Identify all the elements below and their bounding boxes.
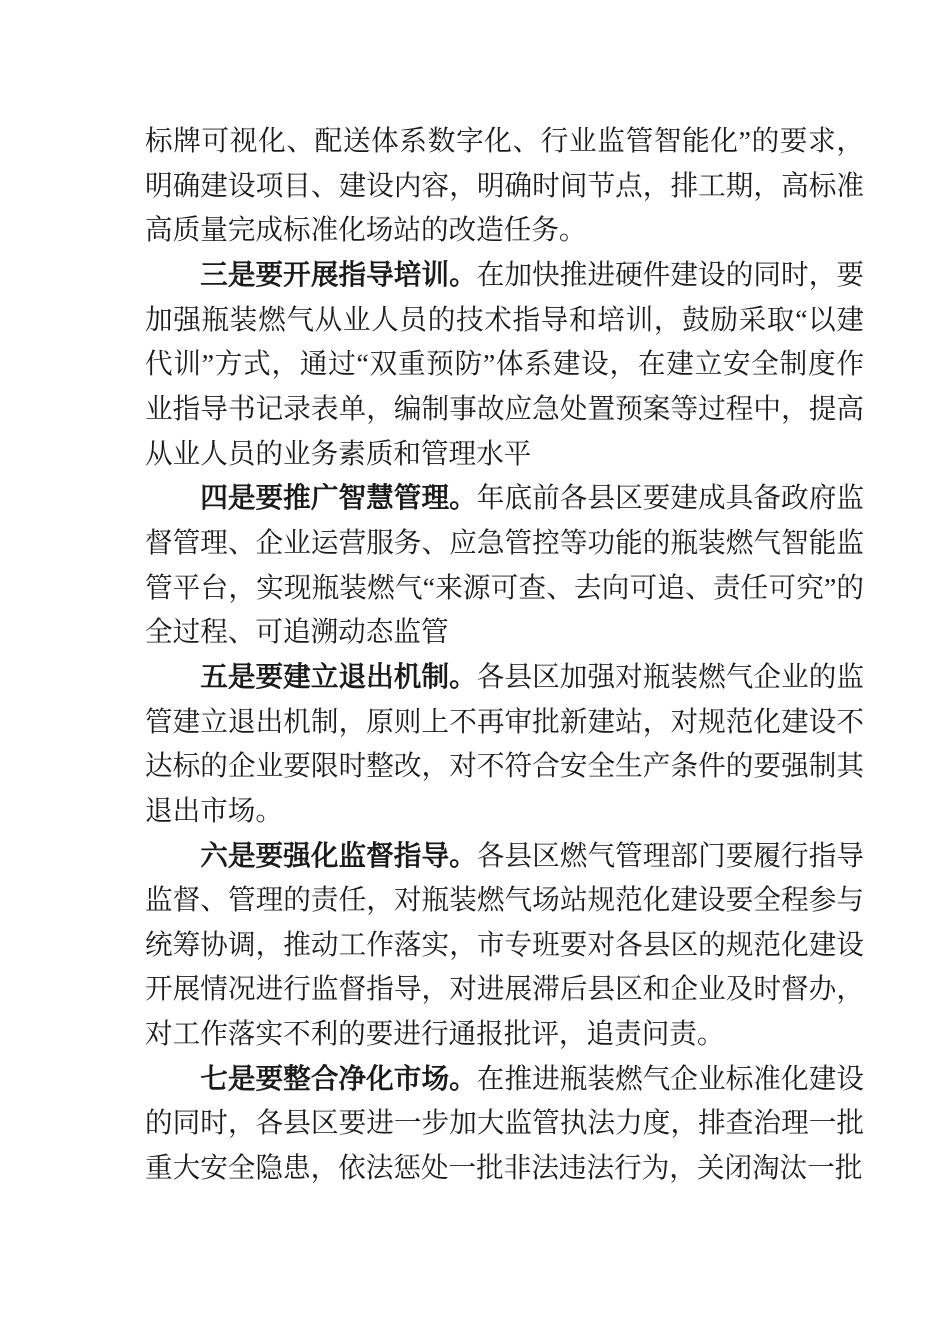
paragraph-lead: 五是要建立退出机制。 (200, 660, 477, 692)
paragraph-text: 年底前各县区要建成具备政府监督管理、企业运营服务、应急管控等功能的瓶装燃气智能监管平台，实现瓶装燃气“来源可查、去向可追、责任可究”的全过程、可追溯动态监管 (145, 482, 864, 648)
paragraph-text: 在推进瓶装燃气企业标准化建设的同时，各县区要进一步加大监管执法力度，排查治理一批重大安全隐患，依法惩处一批非法违法行为，关闭淘汰一批 (145, 1062, 864, 1184)
paragraph-text: 在加快推进硬件建设的同时，要加强瓶装燃气从业人员的技术指导和培训，鼓励采取“以建代训”方式，通过“双重预防”体系建设，在建立安全制度作业指导书记录表单，编制事故应急处置预案等过程中，提高从业人员的业务素质和管理水平 (145, 258, 864, 469)
paragraph-lead: 七是要整合净化市场。 (200, 1062, 477, 1094)
paragraph (145, 119, 864, 253)
paragraph (145, 655, 864, 834)
paragraph-lead: 四是要推广智慧管理。 (200, 482, 477, 514)
document-body (145, 119, 864, 1191)
paragraph (145, 476, 864, 655)
paragraph-lead: 六是要强化监督指导。 (200, 839, 477, 871)
paragraph-text: 各县区加强对瓶装燃气企业的监管建立退出机制，原则上不再审批新建站，对规范化建设不达标的企业要限时整改，对不符合安全生产条件的要强制其退出市场。 (145, 660, 864, 826)
paragraph-text: 标牌可视化、配送体系数字化、行业监管智能化”的要求，明确建设项目、建设内容，明确时间节点，排工期，高标准高质量完成标准化场站的改造任务。 (145, 125, 864, 246)
paragraph-lead: 三是要开展指导培训。 (200, 258, 477, 290)
paragraph (145, 253, 864, 476)
paragraph-text: 各县区燃气管理部门要履行指导监督、管理的责任，对瓶装燃气场站规范化建设要全程参与统筹协调，推动工作落实，市专班要对各县区的规范化建设开展情况进行监督指导，对进展滞后县区和企业及时督办，对工作落实不利的要进行通报批评，追责问责。 (145, 839, 864, 1050)
paragraph (145, 834, 864, 1057)
paragraph (145, 1057, 864, 1191)
